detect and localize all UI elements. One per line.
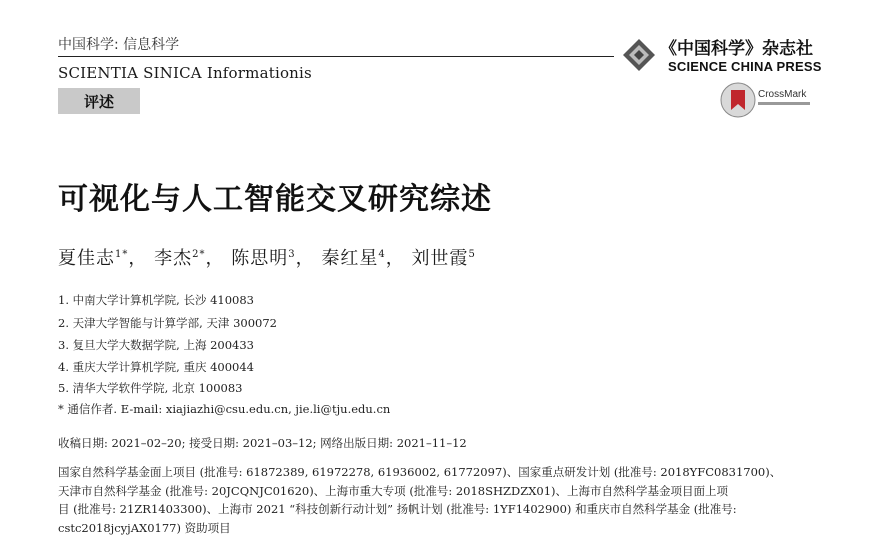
author-sep: ， [205,248,225,269]
journal-name-cn: 中国科学: 信息科学 [58,37,180,53]
affiliation-line: 4. 重庆大学计算机学院, 重庆 400044 [58,360,254,374]
header-rule [58,56,614,57]
affiliation-line: 5. 清华大学软件学院, 北京 100083 [58,381,243,395]
author-list [58,244,476,270]
author-mark: 5 [468,249,476,260]
author-name: 陈思明 [231,248,289,269]
publisher-logo-icon [622,38,656,72]
article-type-badge: 评述 [58,88,140,114]
paper-title: 可视化与人工智能交叉研究综述 [58,182,492,217]
publisher-name-en: SCIENCE CHINA PRESS [668,59,822,74]
author-mark: 2* [192,249,206,260]
author-name: 刘世霞 [411,248,469,269]
author-name: 李杰 [154,248,193,269]
affiliation-line: 1. 中南大学计算机学院, 长沙 410083 [58,293,254,307]
publisher-name-cn: 《中国科学》杂志社 [660,39,813,59]
author-mark: 4 [378,249,386,260]
author-sep: ， [295,248,315,269]
funding-line: 国家自然科学基金面上项目 (批准号: 61872389, 61972278, 61936002, 61772097)、国家重点研发计划 (批准号: 2018YFC0831700)、 [58,465,782,479]
funding-line: cstc2018jcyjAX0177) 资助项目 [58,520,231,535]
funding-line: 目 (批准号: 21ZR1403300)、上海市 2021 “科技创新行动计划” 扬帆计划 (批准号: 1YF1402900) 和重庆市自然科学基金 (批准号: [58,502,737,516]
crossmark-icon[interactable] [720,82,756,118]
author-mark: 3 [288,249,296,260]
affiliation-line: 3. 复旦大学大数据学院, 上海 200433 [58,338,254,352]
publication-dates: 收稿日期: 2021–02–20; 接受日期: 2021–03–12; 网络出版日期: 2021–11–12 [58,436,467,450]
author-sep: ， [128,248,148,269]
funding-line: 天津市自然科学基金 (批准号: 20JCQNJC01620)、上海市重大专项 (批准号: 2018SHZDZX01)、上海市自然科学基金项目面上项 [58,483,729,498]
funding-info [58,463,828,537]
affiliation-line: 2. 天津大学智能与计算学部, 天津 300072 [58,316,277,330]
corresponding-author: * 通信作者. E-mail: xiajiazhi@csu.edu.cn, jie.li@tju.edu.cn [58,402,391,416]
author-name: 夏佳志 [58,248,115,269]
author-name: 秦红星 [321,248,379,269]
crossmark-label[interactable]: CrossMark [758,89,807,100]
crossmark-underline [758,102,810,105]
journal-name-en: SCIENTIA SINICA Informationis [58,64,312,82]
author-sep: ， [385,248,405,269]
author-mark: 1* [115,249,129,260]
